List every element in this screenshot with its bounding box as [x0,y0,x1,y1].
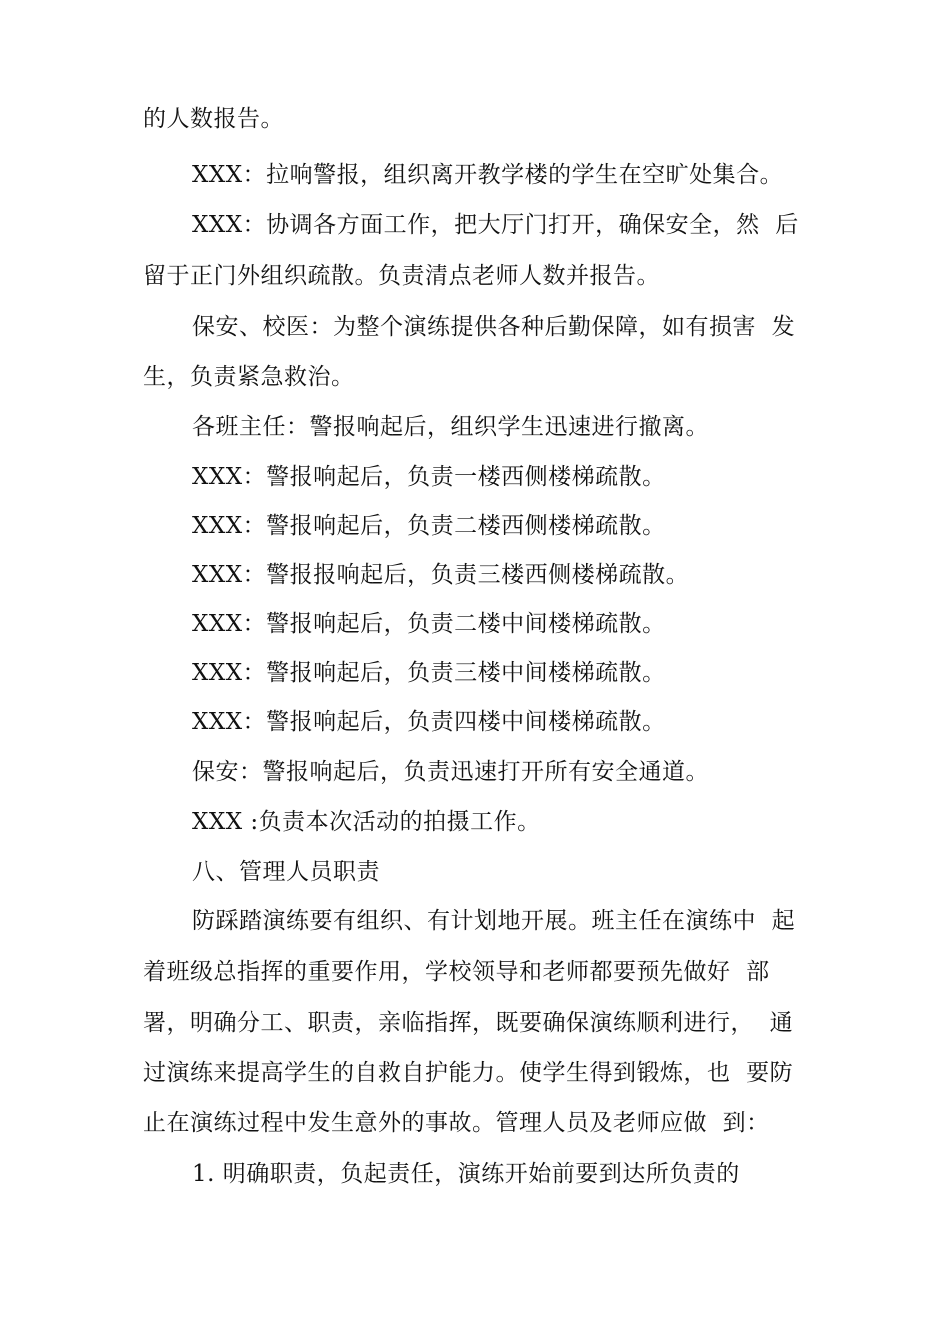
paragraph-line: XXX：警报报响起后，负责三楼西侧楼梯疏散。 [192,562,690,588]
paragraph-line: XXX：协调各方面工作，把大厅门打开，确保安全，然 后 [192,212,799,238]
paragraph-line: XXX：警报响起后，负责一楼西侧楼梯疏散。 [192,464,666,490]
paragraph-line: XXX：警报响起后，负责二楼中间楼梯疏散。 [192,611,666,637]
paragraph-line: 止在演练过程中发生意外的事故。管理人员及老师应做 到： [143,1110,770,1136]
paragraph-line: 的人数报告。 [143,106,284,132]
paragraph-line: 过演练来提高学生的自救自护能力。使学生得到锻炼，也 要防 [143,1060,794,1086]
list-item: 1. 明确职责，负起责任，演练开始前要到达所负责的 [192,1161,740,1187]
section-heading: 八、管理人员职责 [192,859,380,885]
paragraph-line: XXX :负责本次活动的拍摄工作。 [192,809,541,835]
paragraph-line: 生，负责紧急救治。 [143,364,355,390]
paragraph-line: XXX：警报响起后，负责三楼中间楼梯疏散。 [192,660,666,686]
paragraph-line: 保安：警报响起后，负责迅速打开所有安全通道。 [192,759,709,785]
paragraph-line: XXX：拉响警报，组织离开教学楼的学生在空旷处集合。 [192,162,784,188]
paragraph-line: 各班主任：警报响起后，组织学生迅速进行撤离。 [192,414,709,440]
paragraph-line: 署，明确分工、职责，亲临指挥，既要确保演练顺利进行， 通 [143,1010,794,1036]
paragraph-line: 防踩踏演练要有组织、有计划地开展。班主任在演练中 起 [192,908,796,934]
paragraph-line: XXX：警报响起后，负责四楼中间楼梯疏散。 [192,709,666,735]
paragraph-line: 着班级总指挥的重要作用，学校领导和老师都要预先做好 部 [143,959,770,985]
paragraph-line: 保安、校医：为整个演练提供各种后勤保障，如有损害 发 [192,314,796,340]
paragraph-line: XXX：警报响起后，负责二楼西侧楼梯疏散。 [192,513,666,539]
paragraph-line: 留于正门外组织疏散。负责清点老师人数并报告。 [143,263,660,289]
